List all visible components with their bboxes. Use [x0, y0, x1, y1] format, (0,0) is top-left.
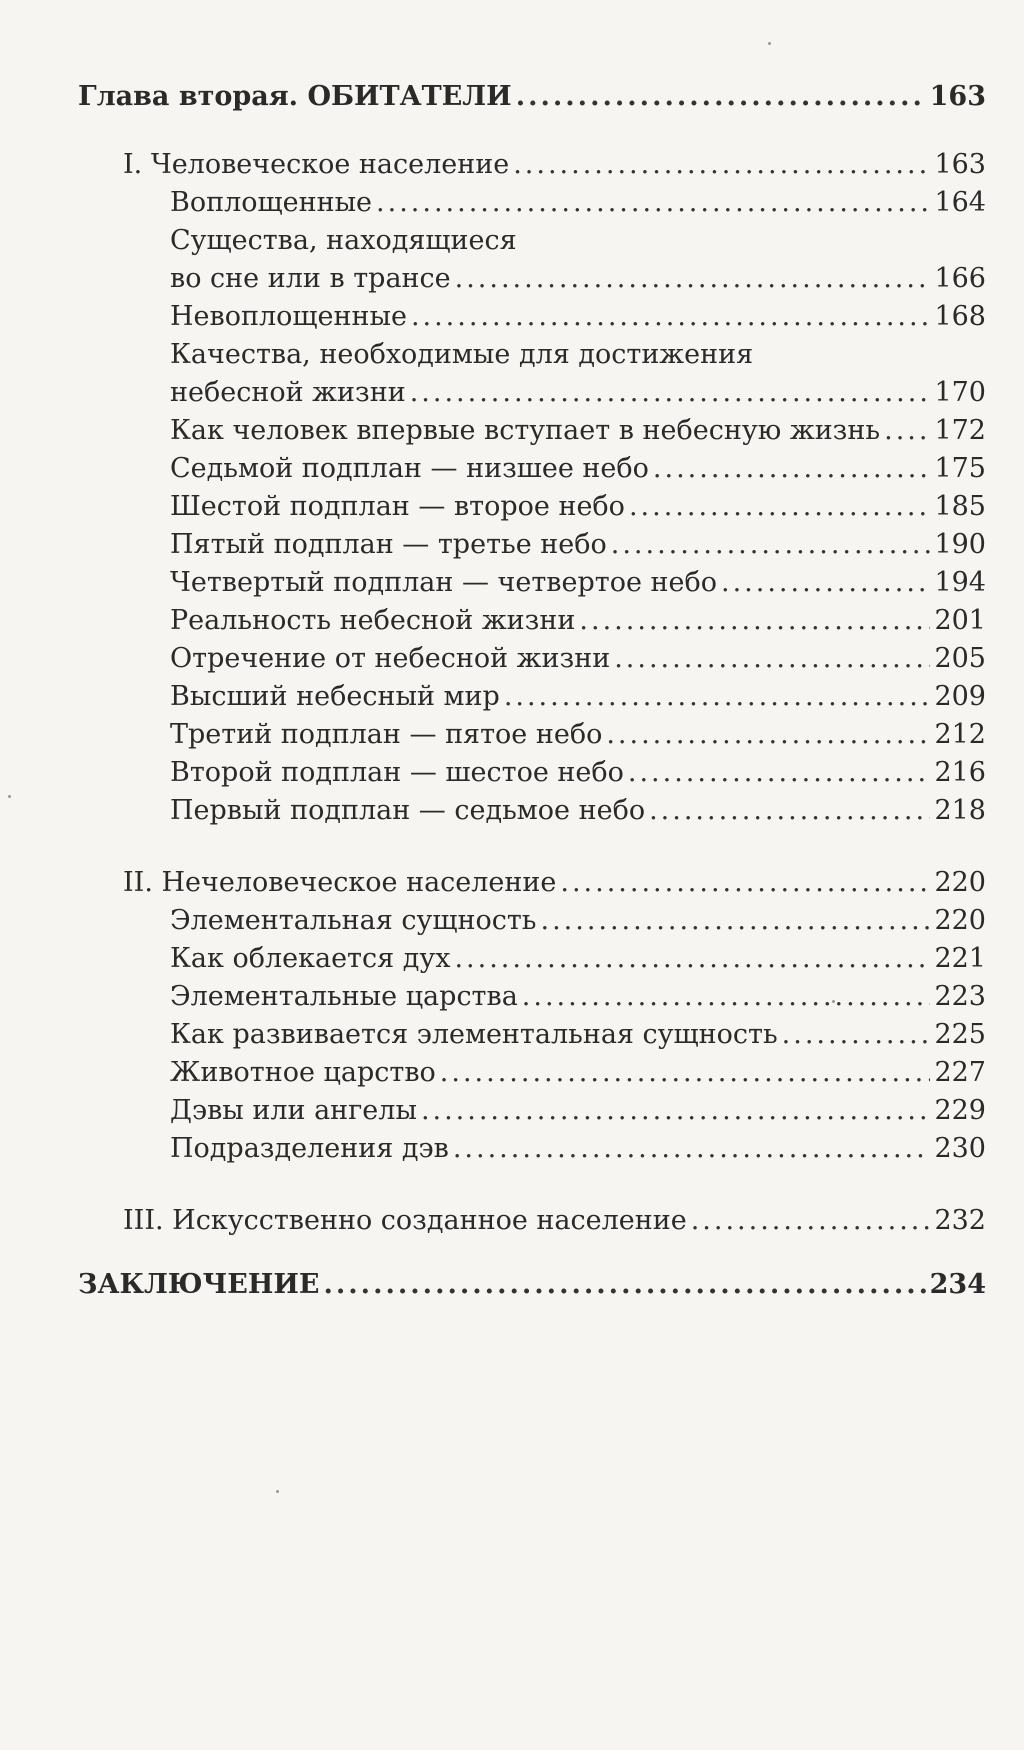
toc-entry-title: Как развивается элементальная сущность	[170, 1019, 778, 1050]
dot-leader	[782, 1016, 931, 1054]
toc-entry-title: II. Нечеловеческое население	[123, 867, 557, 898]
toc-entry-page: 221	[934, 943, 986, 974]
toc-entry[interactable]	[78, 640, 986, 678]
toc-entry[interactable]	[78, 526, 986, 564]
toc-entry-page: 172	[934, 415, 986, 446]
toc-entry[interactable]	[78, 374, 986, 412]
toc-entry[interactable]	[78, 184, 986, 222]
dot-leader	[884, 412, 930, 450]
toc-entry-title: I. Человеческое население	[123, 149, 510, 180]
toc-entry-title: во сне или в трансе	[170, 263, 451, 294]
toc-conclusion[interactable]	[78, 1266, 986, 1304]
toc-entry[interactable]	[78, 1130, 986, 1168]
toc-entry-page: 164	[934, 187, 986, 218]
dot-leader	[579, 602, 930, 640]
toc-entry-title: небесной жизни	[170, 377, 406, 408]
toc-entry-page: 194	[934, 567, 986, 598]
dot-leader	[323, 1266, 925, 1304]
toc-entry[interactable]	[78, 978, 986, 1016]
toc-entry[interactable]	[78, 678, 986, 716]
dot-leader	[513, 146, 930, 184]
toc-entry-page: 175	[934, 453, 986, 484]
toc-entry[interactable]	[78, 602, 986, 640]
toc-entry[interactable]	[78, 564, 986, 602]
toc-entry-page: 229	[934, 1095, 986, 1126]
toc-section-heading[interactable]	[78, 1202, 986, 1240]
toc-entry-page: 166	[934, 263, 986, 294]
toc-entry-title: Как человек впервые вступает в небесную жизнь	[170, 415, 881, 446]
toc-entry-page: 201	[934, 605, 986, 636]
dot-leader	[628, 754, 931, 792]
toc-entry-page: 205	[934, 643, 986, 674]
toc-entry[interactable]	[78, 1016, 986, 1054]
toc-entry-page: 170	[934, 377, 986, 408]
dot-leader	[649, 792, 930, 830]
toc-entry-title: Животное царство	[170, 1057, 436, 1088]
toc-entry-title: III. Искусственно созданное население	[123, 1205, 687, 1236]
dot-leader	[453, 1130, 931, 1168]
toc-section-heading[interactable]	[78, 864, 986, 902]
toc-entry[interactable]	[78, 1092, 986, 1130]
toc-entry-title: Третий подплан — пятое небо	[170, 719, 603, 750]
toc-entry-title: Дэвы или ангелы	[170, 1095, 417, 1126]
toc-entry-title: Элементальные царства	[170, 981, 518, 1012]
toc-entry-page: 218	[934, 795, 986, 826]
toc-entry-page: 225	[934, 1019, 986, 1050]
toc-entry-title: Реальность небесной жизни	[170, 605, 576, 636]
toc-entry-title: Отречение от небесной жизни	[170, 643, 611, 674]
toc-entry-title: Качества, необходимые для достижения	[170, 339, 754, 370]
toc-entry-title: Высший небесный мир	[170, 681, 500, 712]
toc-entry-title: Шестой подплан — второе небо	[170, 491, 625, 522]
paper-speck	[832, 1000, 835, 1003]
toc-entry-title: Седьмой подплан — низшее небо	[170, 453, 649, 484]
toc-entry-page: 220	[934, 867, 986, 898]
toc-entry-page: 209	[934, 681, 986, 712]
toc-entry[interactable]	[78, 792, 986, 830]
dot-leader	[440, 1054, 931, 1092]
toc-entry-page: 190	[934, 529, 986, 560]
dot-leader	[540, 902, 930, 940]
dot-leader	[411, 298, 931, 336]
toc-entry[interactable]	[78, 716, 986, 754]
toc-entry-title: Существа, находящиеся	[170, 225, 517, 256]
toc-entry-title: Четвертый подплан — четвертое небо	[170, 567, 718, 598]
paper-speck	[276, 1490, 279, 1493]
toc-entry-page: 212	[934, 719, 986, 750]
dot-leader	[653, 450, 931, 488]
toc-entry[interactable]	[78, 298, 986, 336]
toc-entry[interactable]	[78, 412, 986, 450]
dot-leader	[522, 978, 931, 1016]
toc-entry[interactable]	[78, 336, 986, 374]
toc-entry[interactable]	[78, 754, 986, 792]
dot-leader	[691, 1202, 931, 1240]
toc-entry-page: 223	[934, 981, 986, 1012]
toc-entry-title: Второй подплан — шестое небо	[170, 757, 624, 788]
dot-leader	[376, 184, 930, 222]
dot-leader	[611, 526, 931, 564]
dot-leader	[606, 716, 930, 754]
toc-entry-page: 227	[934, 1057, 986, 1088]
dot-leader	[629, 488, 931, 526]
dot-leader	[504, 678, 931, 716]
toc-chapter-heading[interactable]	[78, 78, 986, 116]
toc-entry[interactable]	[78, 450, 986, 488]
toc-entry[interactable]	[78, 488, 986, 526]
toc-entry-page: 185	[934, 491, 986, 522]
toc-entry-page: 216	[934, 757, 986, 788]
toc-entry[interactable]	[78, 1054, 986, 1092]
toc-entry-title: Невоплощенные	[170, 301, 407, 332]
toc-entry-title: Подразделения дэв	[170, 1133, 449, 1164]
dot-leader	[410, 374, 931, 412]
toc-entry-page: 163	[929, 81, 986, 112]
dot-leader	[721, 564, 930, 602]
toc-entry-title: Как облекается дух	[170, 943, 451, 974]
toc-entry-page: 232	[934, 1205, 986, 1236]
toc-entry-page: 234	[929, 1269, 986, 1300]
dot-leader	[454, 940, 930, 978]
paper-speck	[8, 795, 11, 798]
toc-entry-title: Глава вторая. ОБИТАТЕЛИ	[78, 81, 512, 112]
toc-entry-title: Элементальная сущность	[170, 905, 537, 936]
toc-entry-page: 168	[934, 301, 986, 332]
toc-entry-title: Воплощенные	[170, 187, 373, 218]
toc-entry-page: 230	[934, 1133, 986, 1164]
toc-section-heading[interactable]	[78, 146, 986, 184]
toc-entry-page: 163	[934, 149, 986, 180]
toc-entry[interactable]	[78, 902, 986, 940]
toc-entry[interactable]	[78, 260, 986, 298]
dot-leader	[455, 260, 931, 298]
table-of-contents	[78, 78, 986, 1304]
dot-leader	[614, 640, 930, 678]
dot-leader	[516, 78, 926, 116]
toc-entry-title: ЗАКЛЮЧЕНИЕ	[78, 1269, 320, 1300]
toc-entry-page: 220	[934, 905, 986, 936]
toc-entry[interactable]	[78, 940, 986, 978]
toc-entry[interactable]	[78, 222, 986, 260]
dot-leader	[421, 1092, 931, 1130]
toc-entry-title: Первый подплан — седьмое небо	[170, 795, 646, 826]
paper-speck	[768, 42, 771, 45]
dot-leader	[560, 864, 930, 902]
toc-entry-title: Пятый подплан — третье небо	[170, 529, 607, 560]
